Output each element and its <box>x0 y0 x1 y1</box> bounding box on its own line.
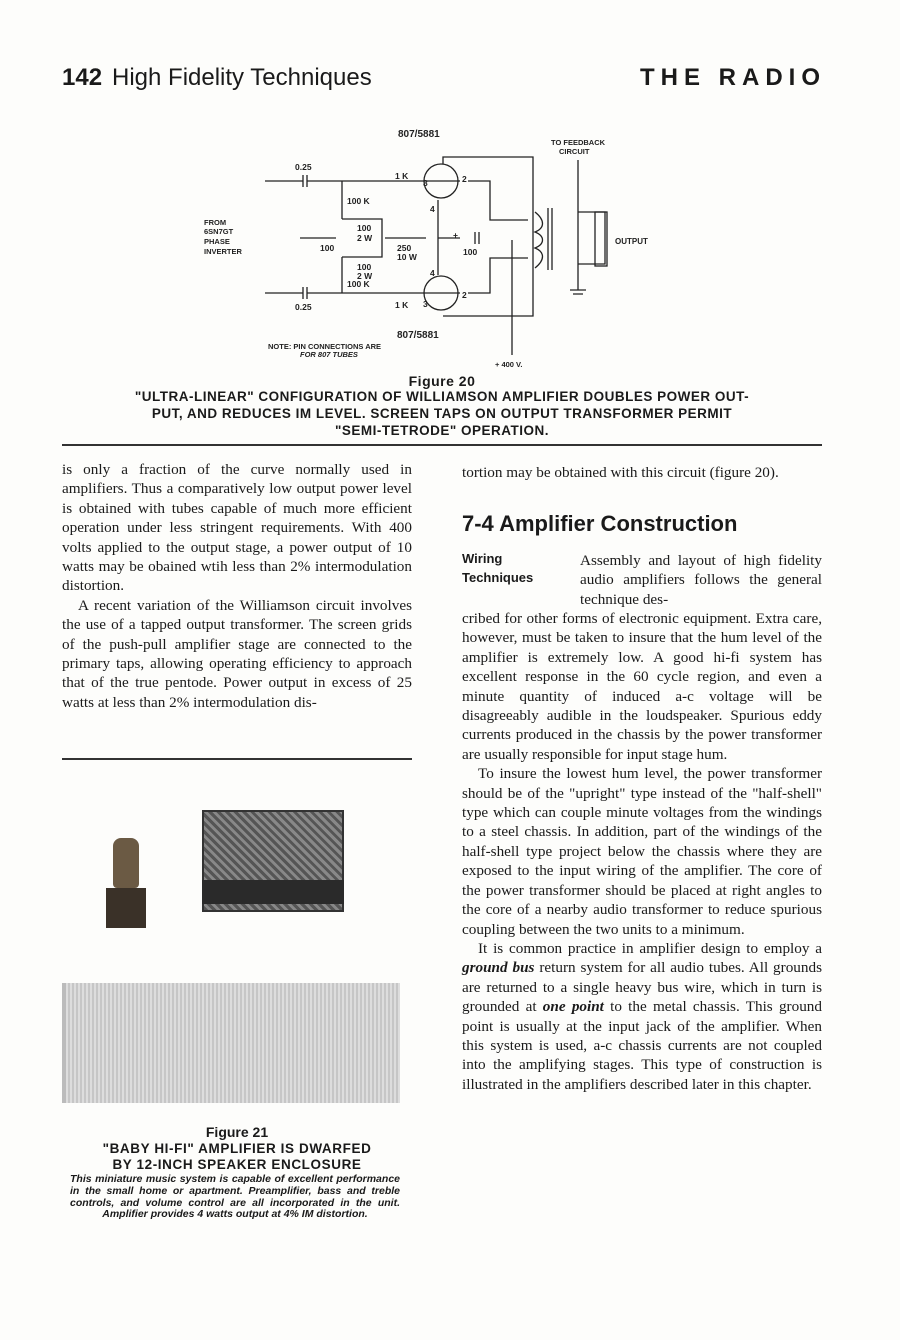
resistor-label: 10 W <box>397 252 417 262</box>
note-label: NOTE: PIN CONNECTIONS ARE <box>268 342 382 351</box>
figure-20-schematic <box>190 120 670 370</box>
resistor-label: 1 K <box>395 171 409 181</box>
resistor-label: 2 W <box>357 233 373 243</box>
bust-statuette-photo <box>106 838 146 928</box>
side-head <box>462 549 533 587</box>
figure-21-caption: This miniature music system is capable of excellent performance in the small home or apartment. Preamplifier, bass and treble controls, and volume control are all incorporated in the unit. Amplifier provides 4 watts output at 4% IM distortion. <box>70 1173 400 1221</box>
resistor-label: 100 <box>357 223 372 233</box>
paragraph: tortion may be obtained with this circuit (figure 20). <box>462 464 779 481</box>
resistor-label: 250 <box>397 243 412 253</box>
right-column <box>462 609 822 1094</box>
figure-20-caption-line: "ULTRA-LINEAR" CONFIGURATION OF WILLIAMSON AMPLIFIER DOUBLES POWER OUT- <box>134 389 750 404</box>
input-label: PHASE <box>204 237 230 246</box>
resistor-label: 100 <box>357 262 372 272</box>
figure-21-headline: "BABY HI-FI" AMPLIFIER IS DWARFED <box>102 1141 372 1156</box>
tube-label-top: 807/5881 <box>398 129 440 140</box>
side-head-line: Techniques <box>462 570 534 585</box>
polarity-label: + <box>453 230 458 240</box>
resistor-label: 100 K <box>347 279 370 289</box>
page-number: 142 <box>62 64 103 91</box>
text: return system for all audio tubes. All grounds are returned to a single heavy bus wire, which in turn is grounded at <box>462 959 822 1016</box>
text: to the metal chassis. This ground point is usually at the input jack of the amplifier. When this system is used, a-c chassis currents are not coupled into the amplifying stages. This type of construction is illustrated in the amplifiers described later in this chapter. <box>462 998 822 1093</box>
side-head-line: Wiring <box>462 551 503 566</box>
text: It is common practice in amplifier design to employ a <box>478 939 822 957</box>
figure-20-title: Figure 20 <box>408 373 476 389</box>
resistor-label: 1 K <box>395 300 409 310</box>
speaker-enclosure-photo <box>62 983 400 1103</box>
cap-label: 100 <box>463 247 478 257</box>
paragraph: is only a fraction of the curve normally used in amplifiers. Thus a comparatively low output power level is obtained with tubes capable of much more efficient operation under less stringent requirements. With 400 volts applied to the output stage, a power output of 10 watts may be obained wtih less than 2% intermodulation distortion. <box>62 461 412 595</box>
figure-20-caption-line: PUT, AND REDUCES IM LEVEL. SCREEN TAPS ON OUTPUT TRANSFORMER PERMIT <box>151 406 733 421</box>
pin-label: 2 <box>462 174 467 184</box>
feedback-label-2: CIRCUIT <box>559 147 590 156</box>
paragraph <box>462 939 822 1094</box>
paragraph: To insure the lowest hum level, the power transformer should be of the "upright" type instead of the "half-shell" type which can couple minute voltages from the windings to a steel chassis. In addition, part of the windings of the half-shell type project below the chassis where they are exposed to the input wiring of the amplifier. The core of the power transformer should be placed at right angles to the core of a nearby audio transformer to reduce spurious coupling between the two units to a minimum. <box>462 765 822 938</box>
tube-label-bottom: 807/5881 <box>397 330 439 341</box>
pin-label: 3 <box>423 299 428 309</box>
paragraph: Assembly and layout of high fidelity audio amplifiers follows the general technique des- <box>580 552 822 608</box>
figure-21-headline: BY 12-INCH SPEAKER ENCLOSURE <box>112 1157 362 1172</box>
input-label: 6SN7GT <box>204 227 234 236</box>
cap-label: 0.25 <box>295 302 312 312</box>
side-lead <box>580 551 822 609</box>
paragraph: A recent variation of the Williamson circuit involves the use of a tapped output transformer. The screen grids of the push-pull amplifier stage are connected to the primary taps, allowing operating efficiency to approach that of the true pentode. Power output in excess of 25 watts at less than 2% intermodulation dis- <box>62 596 412 711</box>
pin-label: 4 <box>430 204 435 214</box>
cap-label: 0.25 <box>295 162 312 172</box>
left-column <box>62 460 412 712</box>
b-plus-label: + 400 V. <box>495 360 523 369</box>
emphasis: one point <box>542 998 604 1016</box>
divider <box>62 444 822 446</box>
pin-label: 4 <box>430 268 435 278</box>
amplifier-base-photo <box>202 880 344 904</box>
paragraph: cribed for other forms of electronic equipment. Extra care, however, must be taken to insure that the hum level of the amplifier is extremely low. A good hi-fi system has excellent response in the 60 cycle region, and even a minute quantity of induced a-c voltage will be disagreeably audible in the loudspeaker. Spurious eddy currents produced in the chassis by the power transformer are usually responsible for input stage hum. <box>462 610 822 763</box>
right-column-top <box>462 463 822 482</box>
note-label: FOR 807 TUBES <box>300 350 358 359</box>
pot-label: 100 <box>320 243 335 253</box>
input-label: FROM <box>204 218 227 227</box>
input-label: INVERTER <box>204 247 242 256</box>
figure-20-caption-line: "SEMI-TETRODE" OPERATION. <box>334 423 550 438</box>
resistor-label: 2 W <box>357 271 373 281</box>
output-label: OUTPUT <box>615 237 648 246</box>
figure-21-title: Figure 21 <box>205 1124 269 1140</box>
resistor-label: 100 K <box>347 196 370 206</box>
feedback-label: TO FEEDBACK <box>551 138 606 147</box>
book-title: High Fidelity Techniques <box>112 64 372 91</box>
pin-label: 2 <box>462 290 467 300</box>
section-title: 7-4 Amplifier Construction <box>462 511 738 536</box>
divider <box>62 758 412 760</box>
pin-label: 3 <box>423 178 428 188</box>
running-head: THE RADIO <box>640 64 826 91</box>
emphasis: ground bus <box>462 959 535 977</box>
